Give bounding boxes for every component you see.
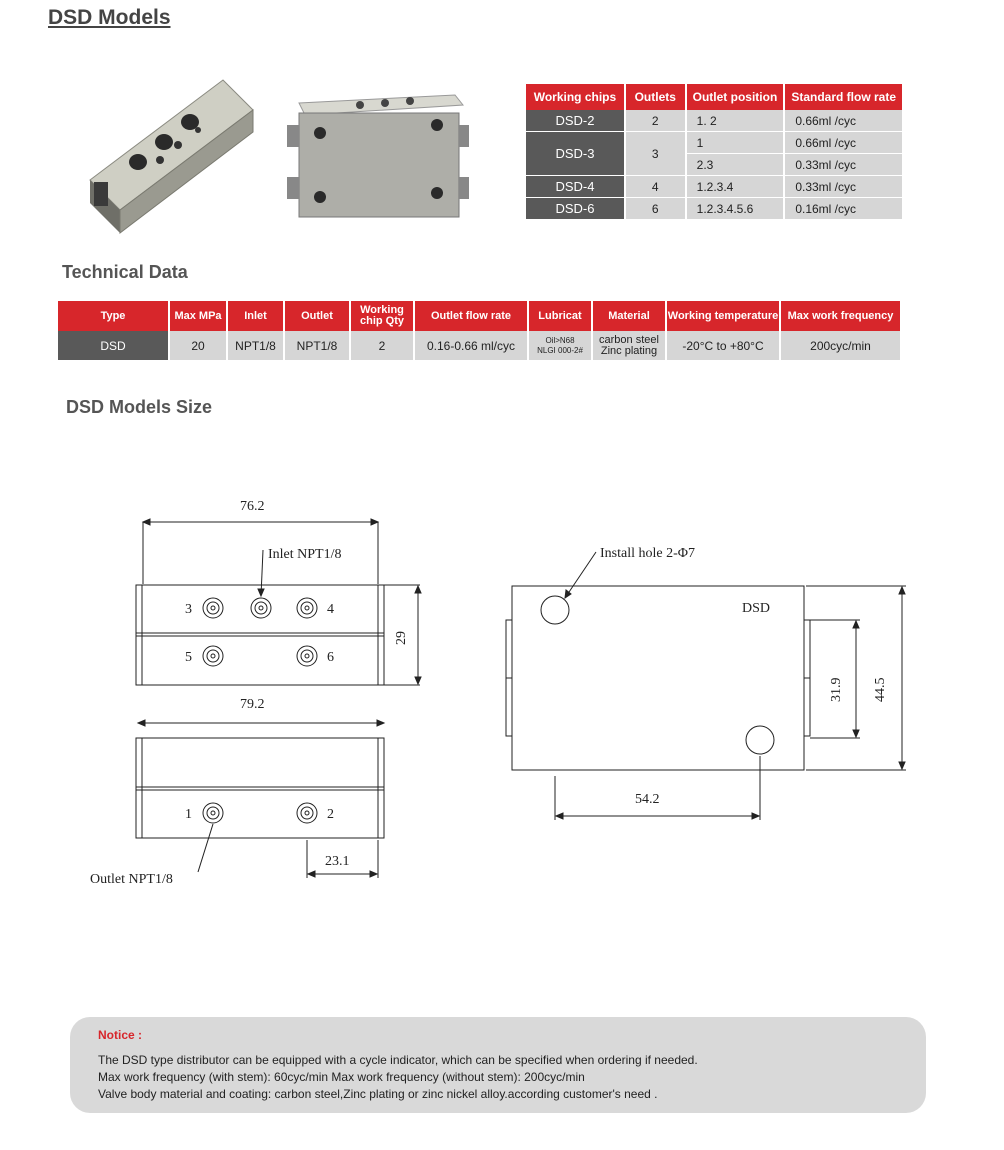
page-title: DSD Models (48, 6, 171, 29)
product-photo-front (285, 85, 470, 225)
tech-heading: Technical Data (62, 262, 188, 282)
size-heading: DSD Models Size (66, 397, 213, 417)
notice-box (70, 1017, 926, 1113)
svg-text:3: 3 (185, 602, 192, 617)
top-view (136, 499, 421, 685)
dimension-drawing (0, 480, 1004, 900)
side-view (90, 697, 384, 887)
front-view (506, 546, 906, 820)
svg-text:2: 2 (327, 807, 334, 822)
product-photo-angled (78, 70, 258, 235)
dim-31-9: 31.9 (829, 677, 844, 702)
table-row: 2.3 0.33ml /cyc (526, 154, 903, 176)
material-cell: carbon steel Zinc plating (592, 331, 666, 360)
col-outlet-position: Outlet position (686, 84, 785, 110)
col-chip-qty: Working chip Qty (350, 301, 414, 331)
model-label: DSD (742, 601, 771, 616)
install-hole-1-icon (541, 596, 569, 624)
svg-text:5: 5 (185, 650, 192, 665)
svg-text:1: 1 (185, 807, 192, 822)
lubricat-cell: Oil>N68 NLGI 000-2# (528, 331, 592, 360)
dim-23-1: 23.1 (325, 854, 350, 869)
port-5-icon (203, 646, 223, 666)
dim-76-2: 76.2 (240, 499, 265, 514)
port-2-icon (297, 803, 317, 823)
port-3-icon (203, 598, 223, 618)
table-row: DSD-2 2 1. 2 0.66ml /cyc (526, 110, 903, 132)
table-row: DSD-3 3 1 0.66ml /cyc (526, 132, 903, 154)
port-1-icon (203, 803, 223, 823)
install-hole-2-icon (746, 726, 774, 754)
dim-29: 29 (394, 631, 409, 645)
inlet-port-icon (251, 598, 271, 618)
table-row: DSD 20 NPT1/8 NPT1/8 2 0.16-0.66 ml/cyc Oil>N68 NLGI 000-2# carbon steel Zinc plating -20°C to +80°C 200cyc/min (58, 331, 901, 360)
tech-table: Type Max MPa Inlet Outlet Working chip Qty Outlet flow rate Lubricat Material Working temperature Max work frequency DSD 20 NPT1/8 NPT1/8 2 0.16-0.66 ml/cyc Oil>N68 NLGI 000-2# carbon steel Zinc plating -20°C to +80°C 200cyc/min (58, 301, 902, 360)
table-row: DSD-4 4 1.2.3.4 0.33ml /cyc (526, 176, 903, 198)
svg-text:4: 4 (327, 602, 334, 617)
svg-text:6: 6 (327, 650, 334, 665)
port-6-icon (297, 646, 317, 666)
inlet-label: Inlet NPT1/8 (268, 547, 342, 562)
outlet-label: Outlet NPT1/8 (90, 872, 173, 887)
table-row: DSD-6 6 1.2.3.4.5.6 0.16ml /cyc (526, 198, 903, 220)
notice-line: Max work frequency (with stem): 60cyc/min Max work frequency (without stem): 200cyc/min (98, 1070, 585, 1084)
notice-line: Valve body material and coating: carbon steel,Zinc plating or zinc nickel alloy.according customer's need . (98, 1087, 658, 1101)
dim-54-2: 54.2 (635, 792, 660, 807)
dim-79-2: 79.2 (240, 697, 265, 712)
models-table (526, 84, 904, 220)
dim-44-5: 44.5 (873, 677, 888, 702)
notice-line: The DSD type distributor can be equipped with a cycle indicator, which can be specified when ordering if needed. (98, 1053, 698, 1067)
col-working-chips: Working chips (526, 84, 625, 110)
port-4-icon (297, 598, 317, 618)
notice-title: Notice : (98, 1028, 143, 1042)
col-outlets: Outlets (625, 84, 686, 110)
col-flow-rate: Standard flow rate (784, 84, 903, 110)
install-hole-label: Install hole 2-Φ7 (600, 546, 695, 561)
